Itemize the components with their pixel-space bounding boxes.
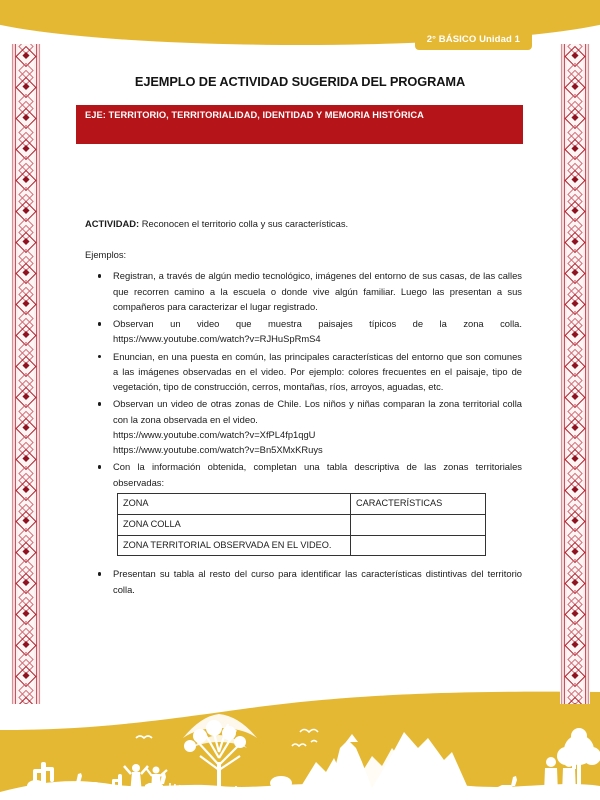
table-row	[118, 514, 486, 535]
right-woven-border	[560, 44, 590, 704]
bullet-text: Observan un video que muestra paisajes típicos de la zona colla.	[113, 318, 522, 330]
left-woven-border	[11, 44, 41, 704]
bullet-text: Observan un video de otras zonas de Chile. Los niños y niñas comparan la zona territorial colla con la zona observada en el video.	[113, 398, 522, 425]
table-row	[118, 535, 486, 556]
video-url[interactable]: https://www.youtube.com/watch?v=RJHuSpRmS4	[113, 333, 321, 345]
video-url[interactable]: https://www.youtube.com/watch?v=XfPL4fp1qgU	[113, 428, 316, 440]
list-item	[85, 566, 522, 596]
unit-badge: 2° BÁSICO Unidad 1	[415, 30, 532, 50]
weave-motif-column	[567, 44, 583, 704]
weave-diamond-motif	[567, 695, 583, 704]
examples-list	[85, 268, 522, 596]
eje-label: EJE: TERRITORIO, TERRITORIALIDAD, IDENTIDAD Y MEMORIA HISTÓRICA	[85, 110, 424, 120]
weave-diamond-motif	[18, 695, 34, 704]
table-cell-characteristics[interactable]	[351, 514, 486, 535]
bullet-text: Presentan su tabla al resto del curso para identificar las características distintivas del territorio colla.	[113, 568, 522, 595]
altiplano-scene-svg	[0, 670, 600, 800]
examples-label: Ejemplos:	[85, 249, 127, 261]
page-title: EJEMPLO DE ACTIVIDAD SUGERIDA DEL PROGRAMA	[134, 74, 466, 89]
activity-line	[85, 216, 522, 231]
activity-label: ACTIVIDAD:	[85, 218, 140, 229]
table-cell-characteristics: CARACTERÍSTICAS	[351, 493, 486, 514]
activity-body	[85, 216, 522, 599]
bullet-text: Registran, a través de algún medio tecnológico, imágenes del entorno de sus casas, de las calles que recorren camino a la escuela o donde vive algún familiar. Luego las presentan a sus compañeros para caracterizar el lugar registrado.	[113, 270, 522, 312]
table-row	[118, 493, 486, 514]
bullet-text: Enuncian, en una puesta en común, las principales características del entorno que son comunes a las imágenes observadas en el video. Por ejemplo: colores frecuentes en el paisaje, tipo de vegetación, tipo de construcción, cerros, montañas, ríos, arroyos, aguadas, etc.	[113, 350, 522, 393]
table-cell-zone: ZONA COLLA	[118, 514, 351, 535]
activity-text: Reconocen el territorio colla y sus características.	[139, 218, 349, 229]
table-cell-zone: ZONA TERRITORIAL OBSERVADA EN EL VIDEO.	[118, 535, 351, 556]
table-cell-characteristics[interactable]	[351, 535, 486, 556]
footer-landscape	[0, 670, 600, 800]
weave-motif-column	[18, 44, 34, 704]
video-url[interactable]: https://www.youtube.com/watch?v=Bn5XMxKRuys	[113, 444, 323, 456]
zones-table	[117, 493, 486, 557]
list-item	[85, 268, 522, 314]
bullet-text: Con la información obtenida, completan una tabla descriptiva de las zonas territoriales observadas:	[113, 461, 522, 488]
list-item	[85, 316, 522, 346]
list-item	[85, 396, 522, 457]
list-item	[85, 349, 522, 395]
list-item	[85, 459, 522, 556]
table-cell-zone: ZONA	[118, 493, 351, 514]
